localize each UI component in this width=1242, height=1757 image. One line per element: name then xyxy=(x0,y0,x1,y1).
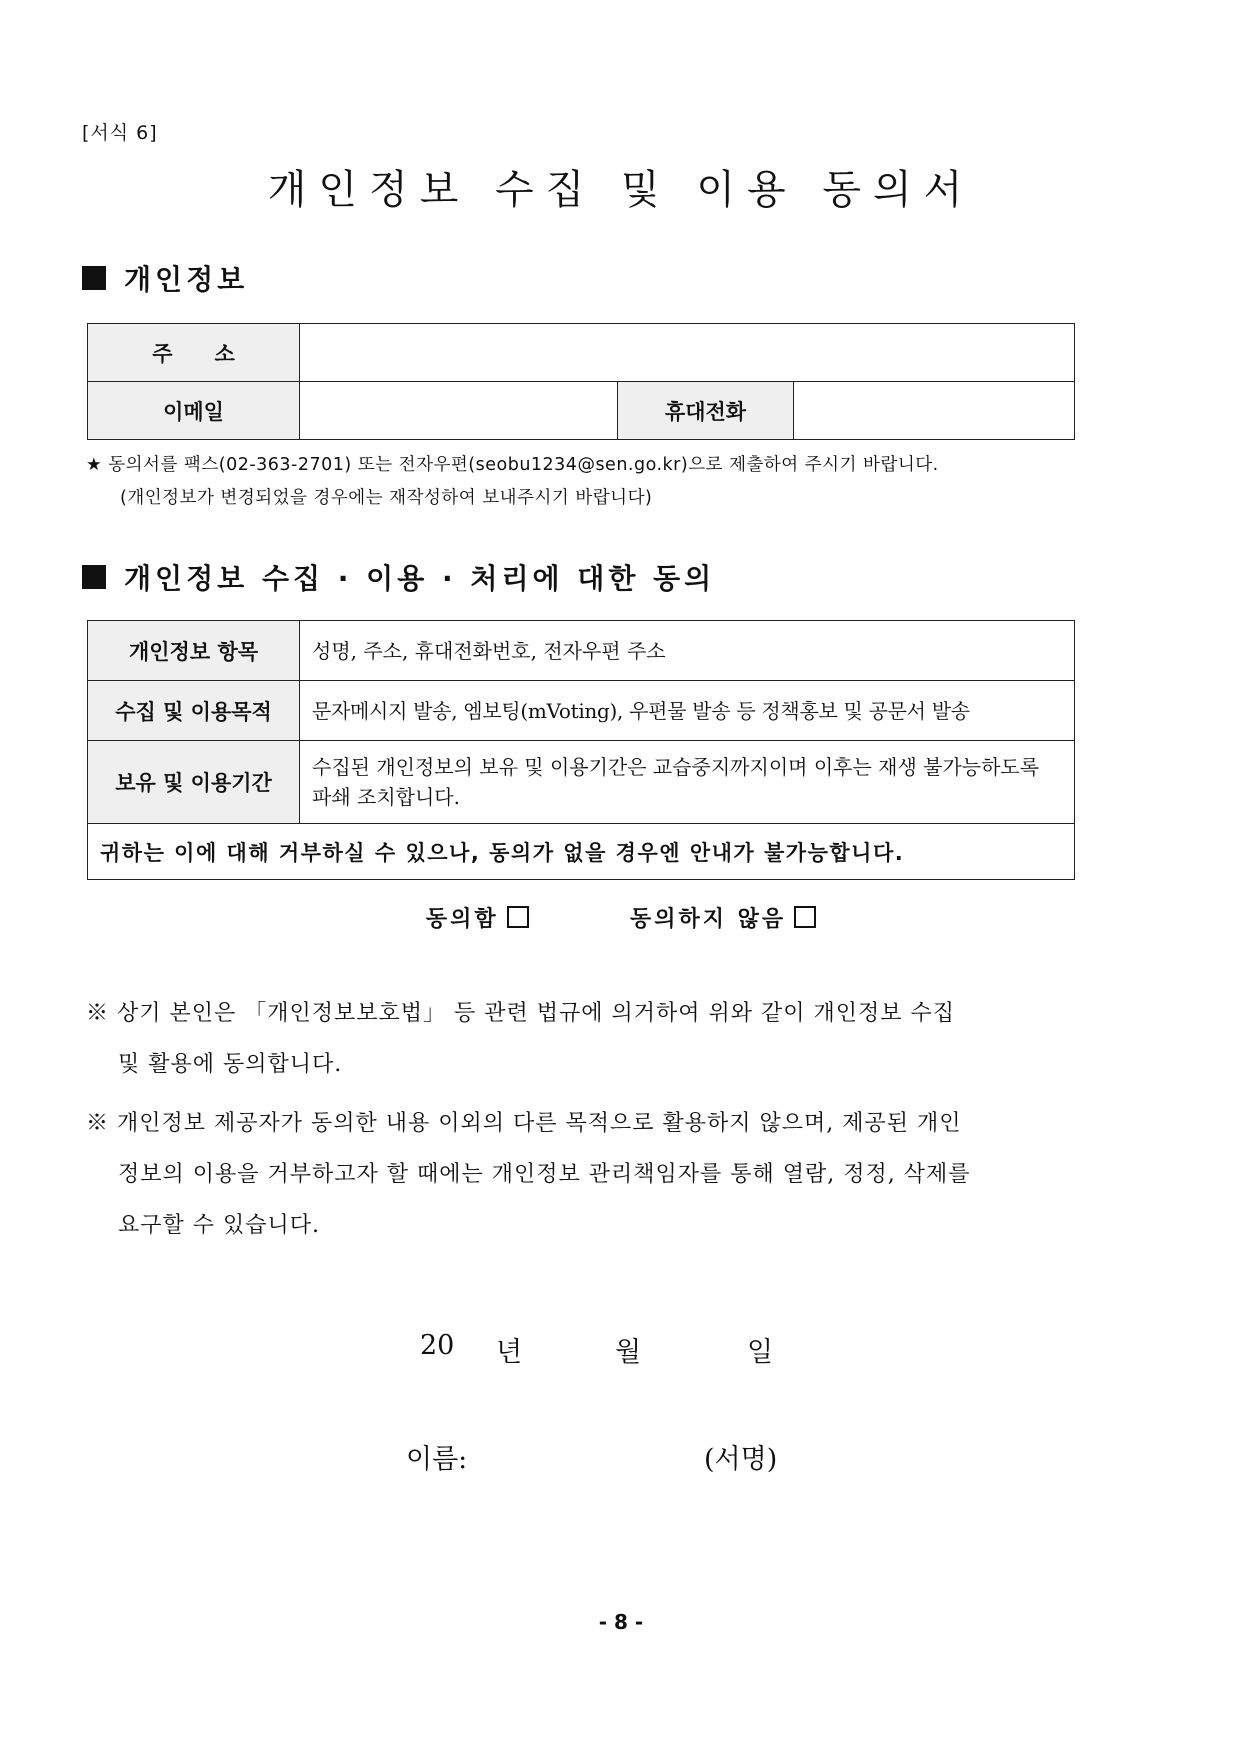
refusal-notice: 귀하는 이에 대해 거부하실 수 있으나, 동의가 없을 경우엔 안내가 불가능합니다. xyxy=(88,824,1075,880)
address-field[interactable] xyxy=(300,324,1075,382)
disagree-label: 동의하지 않음 xyxy=(629,907,787,932)
paragraph-line: 요구할 수 있습니다. xyxy=(118,1213,320,1238)
retention-label: 보유 및 이용기간 xyxy=(88,741,300,824)
address-label: 주 소 xyxy=(88,324,300,382)
submission-note: ★ 동의서를 팩스(02-363-2701) 또는 전자우편(seobu1234@sen.go.kr)으로 제출하여 주시기 바랍니다. xyxy=(86,455,939,475)
usage-statement-paragraph xyxy=(86,1098,1106,1251)
page-number: - 8 - xyxy=(598,1610,644,1634)
date-year: 20 xyxy=(420,1330,455,1361)
paragraph-line: ※ 개인정보 제공자가 동의한 내용 이외의 다른 목적으로 활용하지 않으며, 제공된 개인 xyxy=(86,1111,962,1136)
agree-label: 동의함 xyxy=(425,907,499,932)
section-consent-heading xyxy=(82,557,715,597)
date-year-unit: 년 xyxy=(496,1337,523,1368)
consent-table xyxy=(87,620,1075,880)
disagree-checkbox[interactable] xyxy=(794,906,816,928)
consent-statement-paragraph xyxy=(86,988,1106,1090)
agree-checkbox[interactable] xyxy=(507,906,529,928)
table-row xyxy=(88,681,1075,741)
table-row xyxy=(88,621,1075,681)
section-title: 개인정보 xyxy=(124,263,249,296)
items-label: 개인정보 항목 xyxy=(88,621,300,681)
personal-info-table xyxy=(87,323,1075,440)
purpose-value: 문자메시지 발송, 엠보팅(mVoting), 우편물 발송 등 정책홍보 및 공문서 발송 xyxy=(300,681,1075,741)
section-personal-info-heading xyxy=(82,258,248,298)
section-title: 개인정보 수집 · 이용 · 처리에 대한 동의 xyxy=(124,562,716,595)
phone-label: 휴대전화 xyxy=(618,382,794,440)
square-bullet-icon xyxy=(82,565,106,589)
square-bullet-icon xyxy=(82,266,106,290)
date-day-unit: 일 xyxy=(747,1337,774,1368)
table-row xyxy=(88,741,1075,824)
table-row xyxy=(88,382,1075,440)
paragraph-line: 정보의 이용을 거부하고자 할 때에는 개인정보 관리책임자를 통해 열람, 정정, 삭제를 xyxy=(118,1162,971,1187)
items-value: 성명, 주소, 휴대전화번호, 전자우편 주소 xyxy=(300,621,1075,681)
purpose-label: 수집 및 이용목적 xyxy=(88,681,300,741)
email-label: 이메일 xyxy=(88,382,300,440)
name-label: 이름: xyxy=(406,1444,468,1475)
table-row xyxy=(88,324,1075,382)
consent-options xyxy=(0,902,1242,933)
document-title: 개인정보 수집 및 이용 동의서 xyxy=(267,167,975,213)
update-note: (개인정보가 변경되었을 경우에는 재작성하여 보내주시기 바랍니다) xyxy=(120,488,653,508)
date-month-unit: 월 xyxy=(615,1337,642,1368)
email-field[interactable] xyxy=(300,382,618,440)
retention-value: 수집된 개인정보의 보유 및 이용기간은 교습중지까지이며 이후는 재생 불가능하도록 파쇄 조치합니다. xyxy=(300,741,1075,824)
form-number: [서식 6] xyxy=(82,122,158,144)
paragraph-line: ※ 상기 본인은 「개인정보보호법」 등 관련 법규에 의거하여 위와 같이 개인정보 수집 xyxy=(86,1001,955,1026)
phone-field[interactable] xyxy=(794,382,1075,440)
table-row xyxy=(88,824,1075,880)
paragraph-line: 및 활용에 동의합니다. xyxy=(118,1052,343,1077)
signature-label: (서명) xyxy=(704,1444,778,1475)
